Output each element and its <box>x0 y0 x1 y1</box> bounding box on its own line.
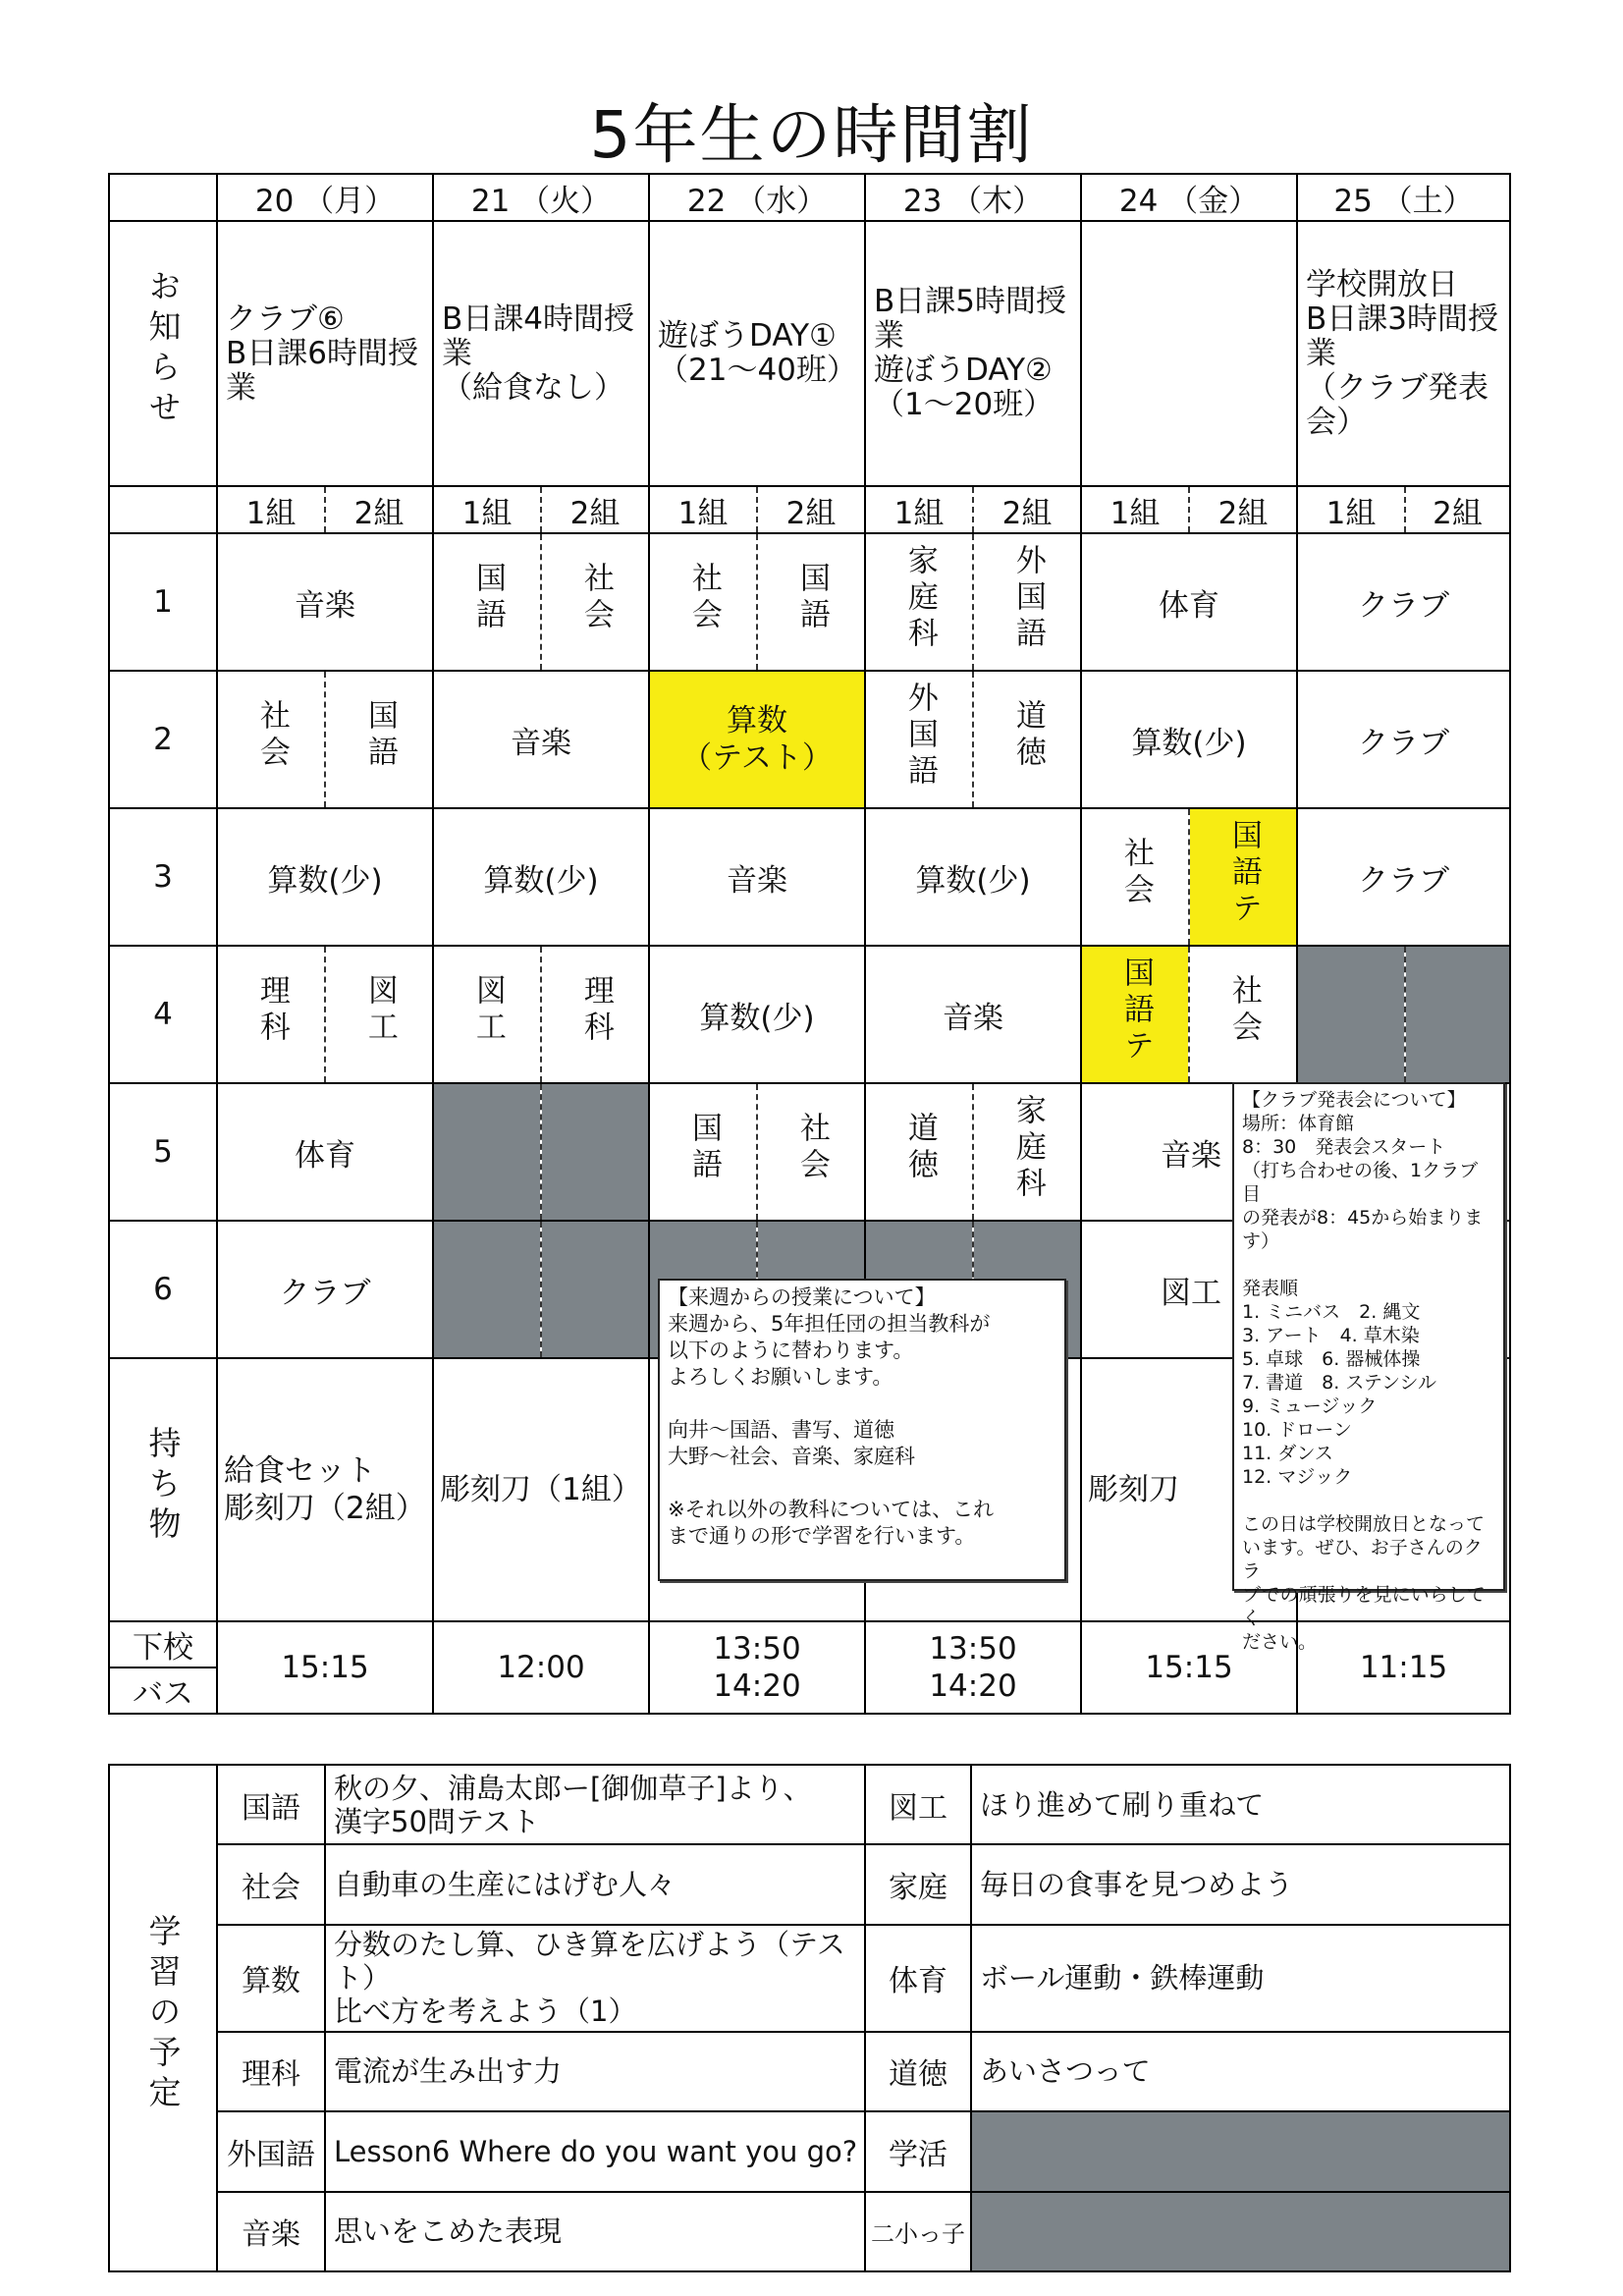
plan-content: 自動車の生産にはげむ人々 <box>325 1844 865 1924</box>
day-header-wed: 22 （水） <box>649 174 865 221</box>
lesson-cell: 社会 <box>217 671 325 808</box>
time-wed: 13:50 14:20 <box>649 1621 865 1714</box>
lesson-cell: クラブ <box>1297 671 1510 808</box>
plan-subject: 体育 <box>865 1925 971 2032</box>
plan-heading: 学習の予定 <box>143 1913 183 2115</box>
day-header-tue: 21 （火） <box>433 174 649 221</box>
lesson-cell: 国語 <box>649 1083 757 1221</box>
lesson-cell: 社会 <box>541 533 649 671</box>
plan-subject: 音楽 <box>217 2192 325 2272</box>
lesson-cell: 社会 <box>1189 946 1297 1083</box>
time-fri: 15:15 <box>1081 1621 1297 1714</box>
lesson-cell: 音楽 <box>433 671 649 808</box>
notice-label-cell <box>109 221 217 486</box>
period-label: 2 <box>109 671 217 808</box>
items-fri: 彫刻刀 <box>1081 1358 1297 1621</box>
lesson-cell: クラブ <box>1297 808 1510 946</box>
period-label: 6 <box>109 1221 217 1358</box>
period-label: 3 <box>109 808 217 946</box>
plan-content: ボール運動・鉄棒運動 <box>971 1925 1510 2032</box>
lesson-cell: 音楽 <box>1081 1083 1297 1221</box>
notice-tue: B日課4時間授業 （給食なし） <box>433 221 649 486</box>
lesson-cell: 音楽 <box>649 808 865 946</box>
lesson-cell-highlight: 国語テ <box>1189 808 1297 946</box>
plan-content: 電流が生み出す力 <box>325 2032 865 2111</box>
lesson-cell-highlight: 国語テ <box>1081 946 1189 1083</box>
plan-heading-cell <box>109 1765 217 2271</box>
period-row-2 <box>109 671 1510 808</box>
lesson-cell: 国語 <box>757 533 865 671</box>
time-mon: 15:15 <box>217 1621 433 1714</box>
plan-content: あいさつって <box>971 2032 1510 2111</box>
day-header-thu: 23 （木） <box>865 174 1081 221</box>
day-header-row <box>109 174 1510 221</box>
plan-subject: 家庭 <box>865 1844 971 1924</box>
period-row-1 <box>109 533 1510 671</box>
notice-wed: 遊ぼうDAY① （21～40班） <box>649 221 865 486</box>
class1-header: 1組 <box>433 486 541 533</box>
lesson-cell: 外国語 <box>865 671 973 808</box>
corner-cell <box>109 174 217 221</box>
plan-subject: 学活 <box>865 2111 971 2191</box>
day-header-fri: 24 （金） <box>1081 174 1297 221</box>
class-header-blank <box>109 486 217 533</box>
lesson-cell: クラブ <box>217 1221 433 1358</box>
lesson-cell: クラブ <box>1297 533 1510 671</box>
lesson-cell: 算数(少) <box>217 808 433 946</box>
lesson-cell: 体育 <box>217 1083 433 1221</box>
lesson-cell: 理科 <box>217 946 325 1083</box>
plan-content-empty <box>971 2192 1510 2272</box>
plan-content: 思いをこめた表現 <box>325 2192 865 2272</box>
lesson-cell: 社会 <box>649 533 757 671</box>
class2-header: 2組 <box>1405 486 1510 533</box>
lesson-cell: 体育 <box>1081 533 1297 671</box>
notice-thu: B日課5時間授業 遊ぼうDAY② （1～20班） <box>865 221 1081 486</box>
items-tue: 彫刻刀（1組） <box>433 1358 649 1621</box>
plan-content: 毎日の食事を見つめよう <box>971 1844 1510 1924</box>
notice-label: お知らせ <box>143 269 183 430</box>
plan-row <box>109 1925 1510 2032</box>
plan-subject: 社会 <box>217 1844 325 1924</box>
class1-header: 1組 <box>1297 486 1405 533</box>
plan-subject: 国語 <box>217 1765 325 1844</box>
plan-content: 分数のたし算、ひき算を広げよう（テスト） 比べ方を考えよう（1） <box>325 1925 865 2032</box>
notice-row <box>109 221 1510 486</box>
plan-subject: 理科 <box>217 2032 325 2111</box>
plan-subject: 算数 <box>217 1925 325 2032</box>
period-row-3 <box>109 808 1510 946</box>
bus-label: バス <box>109 1667 217 1714</box>
class1-header: 1組 <box>649 486 757 533</box>
dismissal-label: 下校 <box>109 1621 217 1667</box>
time-sat: 11:15 <box>1297 1621 1510 1714</box>
notice-fri <box>1081 221 1297 486</box>
plan-row <box>109 1765 1510 1844</box>
lesson-cell: 道徳 <box>973 671 1081 808</box>
day-header-mon: 20 （月） <box>217 174 433 221</box>
period-label: 1 <box>109 533 217 671</box>
plan-content-empty <box>971 2111 1510 2191</box>
period-row-4 <box>109 946 1510 1083</box>
lesson-cell: 国語 <box>325 671 433 808</box>
lesson-cell: 算数(少) <box>649 946 865 1083</box>
class1-header: 1組 <box>217 486 325 533</box>
empty-slot <box>433 1221 541 1358</box>
empty-slot <box>541 1221 649 1358</box>
class-header-row <box>109 486 1510 533</box>
study-plan-table <box>108 1764 1511 2272</box>
plan-content: ほり進めて刷り重ねて <box>971 1765 1510 1844</box>
class2-header: 2組 <box>757 486 865 533</box>
lesson-cell: 算数(少) <box>433 808 649 946</box>
period-label: 4 <box>109 946 217 1083</box>
next-week-lessons-note: 【来週からの授業について】 来週から、5年担任団の担当教科が 以下のように替わります。 よろしくお願いします。 向井～国語、書写、道徳 大野～社会、音楽、家庭科 ※それ以外の教科については、これ まで通りの形で学習を行います。 <box>658 1279 1066 1581</box>
lesson-cell: 算数(少) <box>865 808 1081 946</box>
lesson-cell: 図工 <box>325 946 433 1083</box>
notice-mon: クラブ⑥ B日課6時間授業 <box>217 221 433 486</box>
time-tue: 12:00 <box>433 1621 649 1714</box>
lesson-cell: 家庭科 <box>865 533 973 671</box>
lesson-cell: 図工 <box>1081 1221 1297 1358</box>
plan-content: Lesson6 Where do you want you go? <box>325 2111 865 2191</box>
lesson-cell: 音楽 <box>217 533 433 671</box>
lesson-cell: 社会 <box>757 1083 865 1221</box>
period-label: 5 <box>109 1083 217 1221</box>
items-label-cell <box>109 1358 217 1621</box>
notice-sat: 学校開放日 B日課3時間授業 （クラブ発表会） <box>1297 221 1510 486</box>
day-header-sat: 25 （土） <box>1297 174 1510 221</box>
lesson-cell: 国語 <box>433 533 541 671</box>
empty-slot <box>433 1083 541 1221</box>
plan-row <box>109 2111 1510 2191</box>
items-label: 持ち物 <box>143 1425 183 1547</box>
plan-row <box>109 2032 1510 2111</box>
lesson-cell: 図工 <box>433 946 541 1083</box>
lesson-cell: 道徳 <box>865 1083 973 1221</box>
plan-subject: 道徳 <box>865 2032 971 2111</box>
plan-row <box>109 1844 1510 1924</box>
club-presentation-note: 【クラブ発表会について】 場所：体育館 8：30 発表会スタート （打ち合わせの後、1クラブ目 の発表が8：45から始まりま す） 発表順 1. ミニバス 2. 縄文 3. アート 4. 草木染 5. 卓球 6. 器械体操 7. 書道 8. ステンシル 9. ミュージック 10. ドローン 11. ダンス 12. マジック この日は学校開放日となって います。ぜひ、お子さんのクラ ブでの頑張りを見にいらしてく ださい。 <box>1232 1082 1505 1591</box>
class2-header: 2組 <box>973 486 1081 533</box>
items-mon: 給食セット 彫刻刀（2組） <box>217 1358 433 1621</box>
time-thu: 13:50 14:20 <box>865 1621 1081 1714</box>
lesson-cell: 算数(少) <box>1081 671 1297 808</box>
lesson-cell: 理科 <box>541 946 649 1083</box>
lesson-cell-highlight: 算数 （テスト） <box>649 671 865 808</box>
class2-header: 2組 <box>325 486 433 533</box>
lesson-cell: 音楽 <box>865 946 1081 1083</box>
plan-subject: 図工 <box>865 1765 971 1844</box>
page-title: 5年生の時間割 <box>589 97 1034 173</box>
empty-slot <box>1405 946 1510 1083</box>
lesson-cell: 社会 <box>1081 808 1189 946</box>
lesson-cell: 家庭科 <box>973 1083 1081 1221</box>
empty-slot <box>541 1083 649 1221</box>
class1-header: 1組 <box>865 486 973 533</box>
plan-subject: 二小っ子 <box>865 2192 971 2272</box>
plan-row <box>109 2192 1510 2272</box>
class2-header: 2組 <box>541 486 649 533</box>
lesson-cell: 外国語 <box>973 533 1081 671</box>
class2-header: 2組 <box>1189 486 1297 533</box>
plan-subject: 外国語 <box>217 2111 325 2191</box>
plan-content: 秋の夕、浦島太郎ー[御伽草子]より、 漢字50問テスト <box>325 1765 865 1844</box>
class1-header: 1組 <box>1081 486 1189 533</box>
empty-slot <box>1297 946 1405 1083</box>
